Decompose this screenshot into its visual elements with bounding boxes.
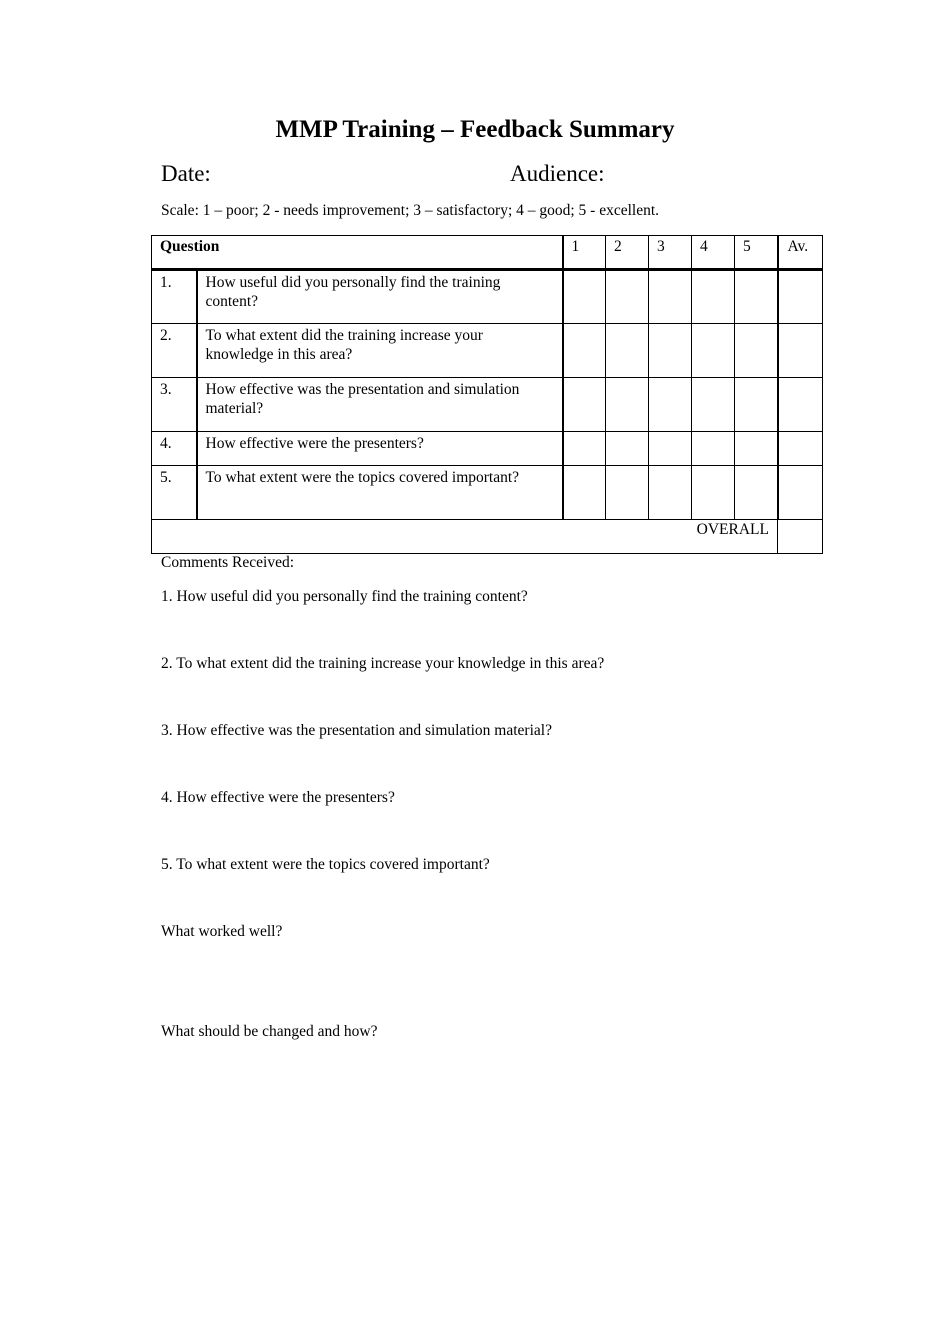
worked-well-prompt: What worked well?	[161, 923, 283, 940]
score-cell-2[interactable]	[606, 378, 649, 432]
score-cell-5[interactable]	[735, 270, 778, 324]
score-cell-2[interactable]	[606, 466, 649, 520]
comment-question-4: 4. How effective were the presenters?	[161, 789, 395, 806]
score-cell-4[interactable]	[692, 466, 735, 520]
question-text: How effective was the presentation and simulation material?	[197, 378, 563, 432]
average-cell[interactable]	[778, 378, 823, 432]
score-cell-1[interactable]	[563, 378, 606, 432]
audience-label: Audience:	[510, 161, 605, 186]
comment-question-1: 1. How useful did you personally find the training content?	[161, 588, 528, 605]
score-header-4: 4	[692, 236, 735, 270]
average-header: Av.	[778, 236, 823, 270]
comment-question-3: 3. How effective was the presentation and simulation material?	[161, 722, 552, 739]
rating-scale: Scale: 1 – poor; 2 - needs improvement; 3 – satisfactory; 4 – good; 5 - excellent.	[161, 202, 660, 219]
table-row	[152, 378, 823, 432]
score-header-5: 5	[735, 236, 778, 270]
score-cell-3[interactable]	[649, 324, 692, 378]
score-cell-1[interactable]	[563, 270, 606, 324]
score-cell-1[interactable]	[563, 324, 606, 378]
overall-average-cell[interactable]	[778, 520, 823, 554]
score-cell-1[interactable]	[563, 432, 606, 466]
average-cell[interactable]	[778, 270, 823, 324]
score-cell-4[interactable]	[692, 378, 735, 432]
date-label: Date:	[161, 161, 211, 186]
score-cell-4[interactable]	[692, 432, 735, 466]
score-cell-4[interactable]	[692, 324, 735, 378]
average-cell[interactable]	[778, 466, 823, 520]
score-cell-4[interactable]	[692, 270, 735, 324]
changes-prompt: What should be changed and how?	[161, 1023, 378, 1040]
score-cell-3[interactable]	[649, 378, 692, 432]
table-row	[152, 270, 823, 324]
score-cell-5[interactable]	[735, 378, 778, 432]
score-cell-2[interactable]	[606, 270, 649, 324]
question-number: 5.	[152, 466, 197, 520]
table-row	[152, 466, 823, 520]
average-cell[interactable]	[778, 432, 823, 466]
comments-heading: Comments Received:	[161, 554, 295, 571]
score-cell-5[interactable]	[735, 432, 778, 466]
table-row	[152, 324, 823, 378]
score-cell-1[interactable]	[563, 466, 606, 520]
overall-label: OVERALL	[152, 520, 778, 554]
score-cell-2[interactable]	[606, 324, 649, 378]
table-header-row	[152, 236, 823, 270]
question-text: How effective were the presenters?	[197, 432, 563, 466]
table-row	[152, 432, 823, 466]
question-text: To what extent were the topics covered important?	[197, 466, 563, 520]
score-cell-5[interactable]	[735, 324, 778, 378]
score-header-1: 1	[563, 236, 606, 270]
average-cell[interactable]	[778, 324, 823, 378]
question-text: How useful did you personally find the training content?	[197, 270, 563, 324]
overall-row	[152, 520, 823, 554]
page-title: MMP Training – Feedback Summary	[275, 116, 675, 143]
score-cell-3[interactable]	[649, 466, 692, 520]
question-number: 4.	[152, 432, 197, 466]
score-cell-3[interactable]	[649, 432, 692, 466]
score-cell-2[interactable]	[606, 432, 649, 466]
question-number: 3.	[152, 378, 197, 432]
score-header-3: 3	[649, 236, 692, 270]
score-header-2: 2	[606, 236, 649, 270]
score-cell-5[interactable]	[735, 466, 778, 520]
comment-question-2: 2. To what extent did the training increase your knowledge in this area?	[161, 655, 605, 672]
question-header: Question	[152, 236, 563, 270]
question-text: To what extent did the training increase your knowledge in this area?	[197, 324, 563, 378]
question-number: 1.	[152, 270, 197, 324]
feedback-table	[151, 235, 823, 554]
score-cell-3[interactable]	[649, 270, 692, 324]
question-number: 2.	[152, 324, 197, 378]
comment-question-5: 5. To what extent were the topics covered important?	[161, 856, 490, 873]
